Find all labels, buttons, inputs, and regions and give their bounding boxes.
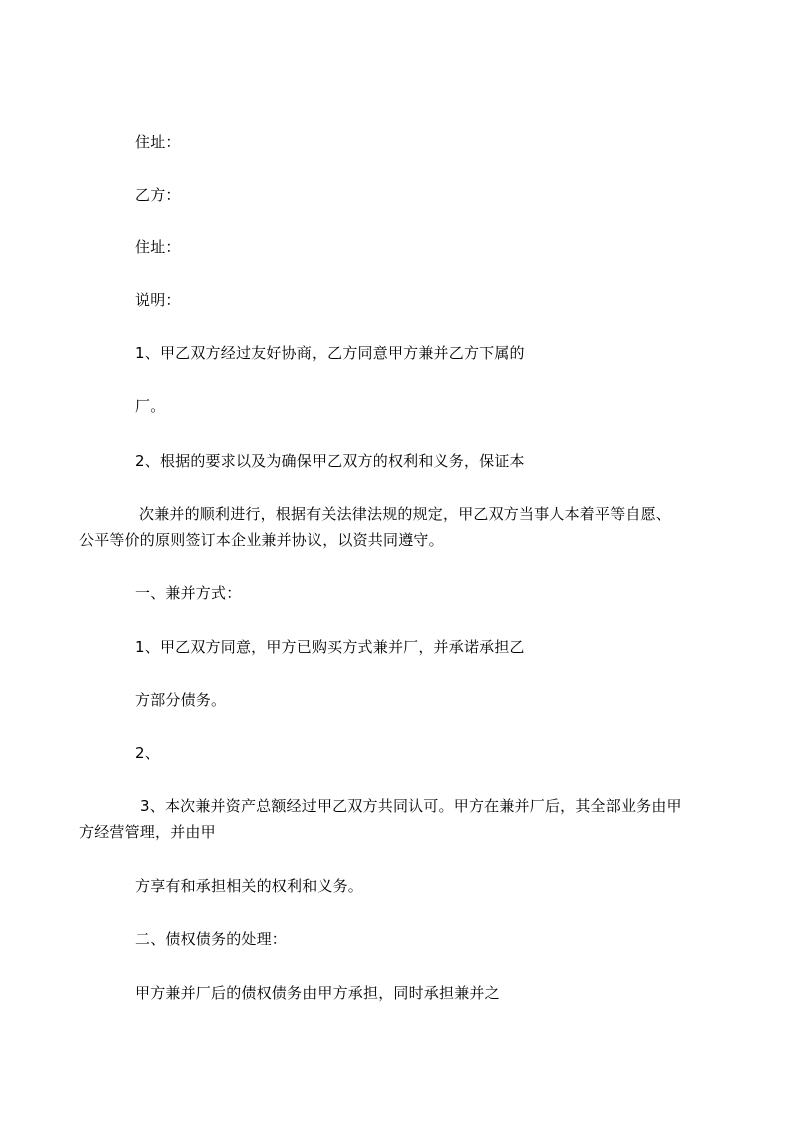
clause-1-line-1: 1、甲乙双方经过友好协商，乙方同意甲方兼并乙方下属的	[135, 344, 525, 362]
explanation-heading: 说明：	[135, 291, 181, 309]
party-b-label: 乙方：	[135, 186, 181, 204]
address-label-party-a: 住址：	[135, 133, 181, 151]
section-1-item-3-line-2: 方经营管理，并由甲	[79, 823, 216, 841]
clause-1-line-2: 厂。	[135, 397, 166, 415]
section-1-item-3-line-3: 方享有和承担相关的权利和义务。	[135, 877, 364, 895]
section-1-item-2: 2、	[135, 744, 160, 762]
section-1-item-1-line-1: 1、甲乙双方同意，甲方已购买方式兼并厂，并承诺承担乙	[135, 638, 525, 656]
section-1-heading: 一、兼并方式：	[135, 584, 242, 602]
clause-2-line-2: 次兼并的顺利进行，根据有关法律法规的规定，甲乙双方当事人本着平等自愿、	[139, 505, 672, 523]
address-label-party-b: 住址：	[135, 238, 181, 256]
section-1-item-3-line-1: 3、本次兼并资产总额经过甲乙双方共同认可。甲方在兼并厂后，其全部业务由甲	[140, 797, 682, 815]
clause-2-line-3: 公平等价的原则签订本企业兼并协议，以资共同遵守。	[79, 531, 444, 549]
section-1-item-1-line-2: 方部分债务。	[135, 691, 227, 709]
section-2-paragraph-line-1: 甲方兼并厂后的债权债务由甲方承担，同时承担兼并之	[135, 984, 500, 1002]
section-2-heading: 二、债权债务的处理：	[135, 930, 288, 948]
clause-2-line-1: 2、根据的要求以及为确保甲乙双方的权利和义务，保证本	[135, 452, 525, 470]
